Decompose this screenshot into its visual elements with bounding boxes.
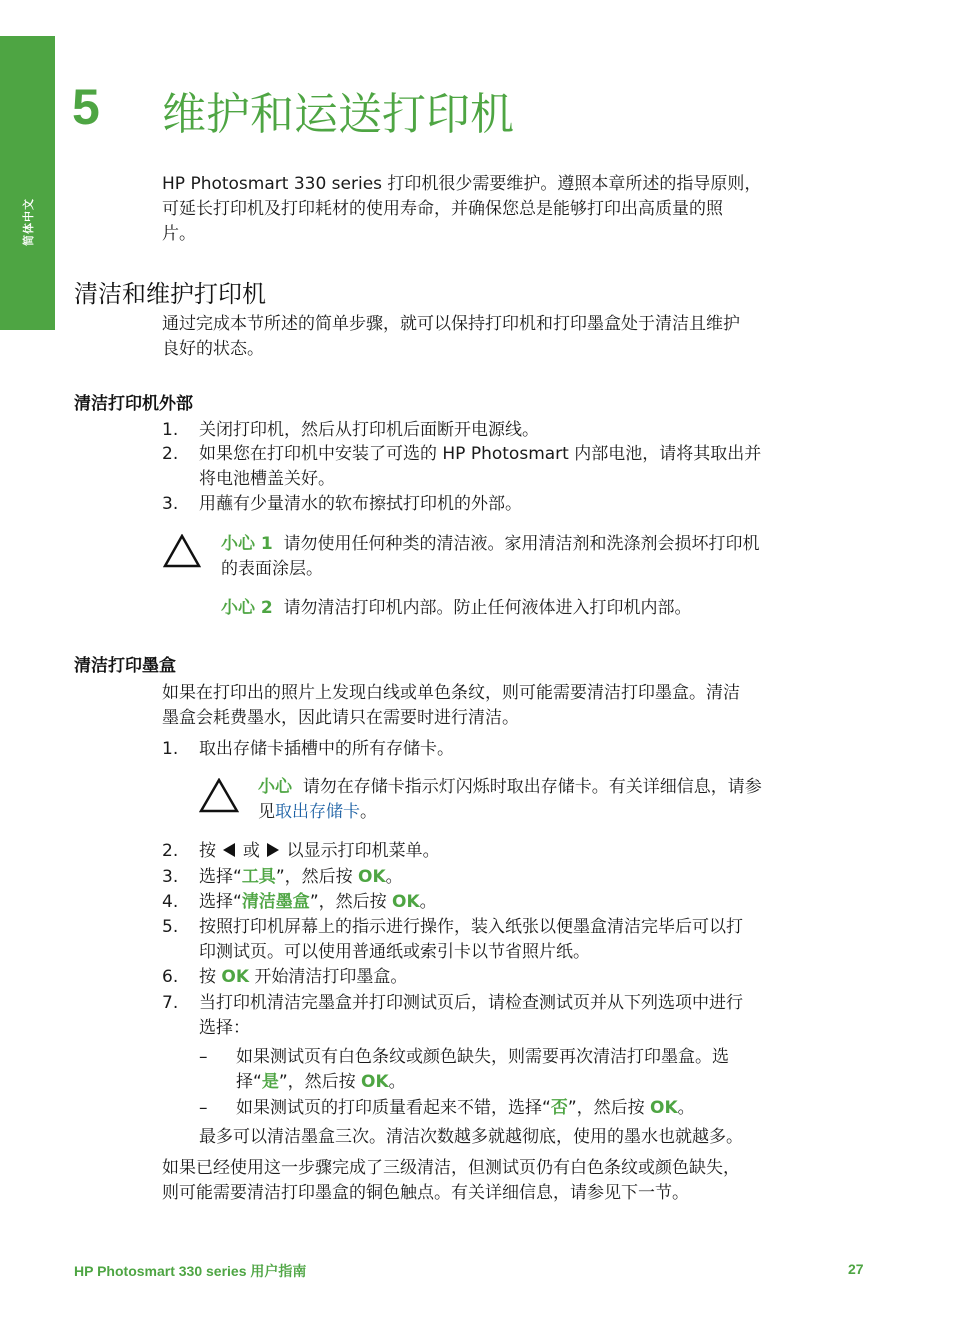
page-number: 27 [848, 1261, 864, 1277]
ok-label: OK [361, 1072, 389, 1092]
step-number: 2. [162, 444, 179, 464]
text: 开始清洁打印墨盒。 [249, 967, 408, 987]
step-line: 将电池槽盖关好。 [199, 469, 335, 489]
text: 按 [199, 967, 222, 987]
exterior-heading: 清洁打印机外部 [74, 394, 193, 414]
caution-text: 见 [258, 802, 275, 822]
step-number: 1. [162, 420, 179, 440]
step-text [199, 965, 407, 990]
text: 。 [419, 892, 437, 912]
menu-tools: 工具 [241, 867, 276, 887]
left-arrow-icon [221, 842, 237, 858]
caution-text: 。 [360, 802, 377, 822]
intro-paragraph [162, 172, 761, 247]
final-paragraph [162, 1156, 740, 1206]
chapter-number: 5 [72, 79, 100, 135]
text: ”，然后按 [567, 1098, 651, 1118]
sub-line: 如果测试页有白色条纹或颜色缺失，则需要再次清洁打印墨盒。选 [236, 1047, 729, 1067]
intro-line: 片。 [162, 224, 196, 244]
step-line: 按照打印机屏幕上的指示进行操作，装入纸张以便墨盒清洁完毕后可以打 [199, 917, 743, 937]
text: 选择“ [199, 892, 242, 912]
step-number: 2. [162, 841, 179, 861]
footer-guide-title: HP Photosmart 330 series 用户指南 [74, 1263, 307, 1279]
sub-option-text [236, 1045, 729, 1095]
ok-label: OK [358, 867, 386, 887]
desc-line: 通过完成本节所述的简单步骤，就可以保持打印机和打印墨盒处于清洁且维护 [162, 314, 740, 334]
text: 或 [242, 841, 260, 861]
intro-line: 墨盒会耗费墨水，因此请只在需要时进行清洁。 [162, 708, 519, 728]
step-text: 取出存储卡插槽中的所有存储卡。 [199, 739, 454, 759]
step-line: 选择： [199, 1018, 250, 1038]
cartridge-intro [162, 681, 740, 731]
step-line: 如果您在打印机中安装了可选的 HP Photosmart 内部电池，请将其取出并 [199, 444, 762, 464]
caution-text: 请勿清洁打印机内部。防止任何液体进入打印机内部。 [283, 598, 692, 618]
step-text [199, 865, 403, 890]
caution-triangle-icon [199, 778, 239, 813]
step-text [199, 839, 440, 864]
ok-label: OK [392, 892, 420, 912]
caution-label: 小心 1 [221, 534, 273, 554]
intro-line: HP Photosmart 330 series 打印机很少需要维护。遵照本章所述的指导原则， [162, 174, 762, 194]
step-number: 5. [162, 917, 179, 937]
text: ”，然后按 [309, 892, 393, 912]
text: 如果测试页的打印质量看起来不错，选择“ [236, 1098, 551, 1118]
step-line: 当打印机清洁完墨盒并打印测试页后，请检查测试页并从下列选项中进行 [199, 993, 743, 1013]
note-text: 最多可以清洁墨盒三次。清洁次数越多就越彻底，使用的墨水也就越多。 [199, 1127, 743, 1147]
text: 按 [199, 841, 216, 861]
menu-clean-cartridge: 清洁墨盒 [241, 892, 310, 912]
step-number: 4. [162, 892, 179, 912]
text: 。 [677, 1098, 695, 1118]
intro-line: 可延长打印机及打印耗材的使用寿命，并确保您总是能够打印出高质量的照 [162, 199, 723, 219]
cartridge-heading: 清洁打印墨盒 [74, 656, 176, 676]
text: 以显示打印机菜单。 [286, 841, 440, 861]
step-number: 7. [162, 993, 179, 1013]
sub-dash: – [199, 1098, 208, 1118]
remove-card-link[interactable]: 取出存储卡 [275, 802, 360, 822]
option-no: 否 [550, 1098, 568, 1118]
sub-option-text [236, 1096, 695, 1121]
caution-label: 小心 2 [221, 598, 273, 618]
step-text: 用蘸有少量清水的软布擦拭打印机的外部。 [199, 494, 522, 514]
chapter-title: 维护和运送打印机 [162, 89, 514, 140]
final-line: 则可能需要清洁打印墨盒的铜色触点。有关详细信息，请参见下一节。 [162, 1183, 689, 1203]
caution-1 [221, 532, 760, 582]
sub-dash: – [199, 1047, 208, 1067]
ok-label: OK [650, 1098, 678, 1118]
caution-2 [221, 596, 692, 621]
caution-label: 小心 [258, 777, 292, 797]
option-yes: 是 [261, 1072, 279, 1092]
step-line: 印测试页。可以使用普通纸或索引卡以节省照片纸。 [199, 942, 590, 962]
step-number: 3. [162, 867, 179, 887]
right-arrow-icon [265, 842, 281, 858]
desc-line: 良好的状态。 [162, 339, 264, 359]
text: 。 [385, 867, 403, 887]
final-line: 如果已经使用这一步骤完成了三级清洁，但测试页仍有白色条纹或颜色缺失， [162, 1158, 740, 1178]
caution-text: 请勿在存储卡指示灯闪烁时取出存储卡。有关详细信息，请参 [302, 777, 762, 797]
step-text: 关闭打印机，然后从打印机后面断开电源线。 [199, 420, 539, 440]
caution-card-removal [258, 775, 762, 825]
step-text [199, 442, 761, 492]
caution-triangle-icon [163, 534, 201, 568]
text: 。 [388, 1072, 406, 1092]
intro-line: 如果在打印出的照片上发现白线或单色条纹，则可能需要清洁打印墨盒。清洁 [162, 683, 740, 703]
language-side-tab [0, 36, 55, 330]
text: ”，然后按 [275, 867, 359, 887]
caution-text: 的表面涂层。 [221, 559, 323, 579]
text: ”，然后按 [278, 1072, 362, 1092]
text: 择“ [236, 1072, 262, 1092]
ok-label: OK [221, 967, 250, 987]
step-text [199, 991, 743, 1041]
section-heading: 清洁和维护打印机 [74, 280, 266, 308]
step-text [199, 915, 743, 965]
step-number: 1. [162, 739, 179, 759]
step-number: 6. [162, 967, 179, 987]
step-text [199, 890, 437, 915]
caution-text: 请勿使用任何种类的清洁液。家用清洁剂和洗涤剂会损坏打印机 [283, 534, 760, 554]
section-description [162, 312, 740, 362]
step-number: 3. [162, 494, 179, 514]
side-tab-label: 简体中文 [22, 198, 35, 246]
text: 选择“ [199, 867, 242, 887]
